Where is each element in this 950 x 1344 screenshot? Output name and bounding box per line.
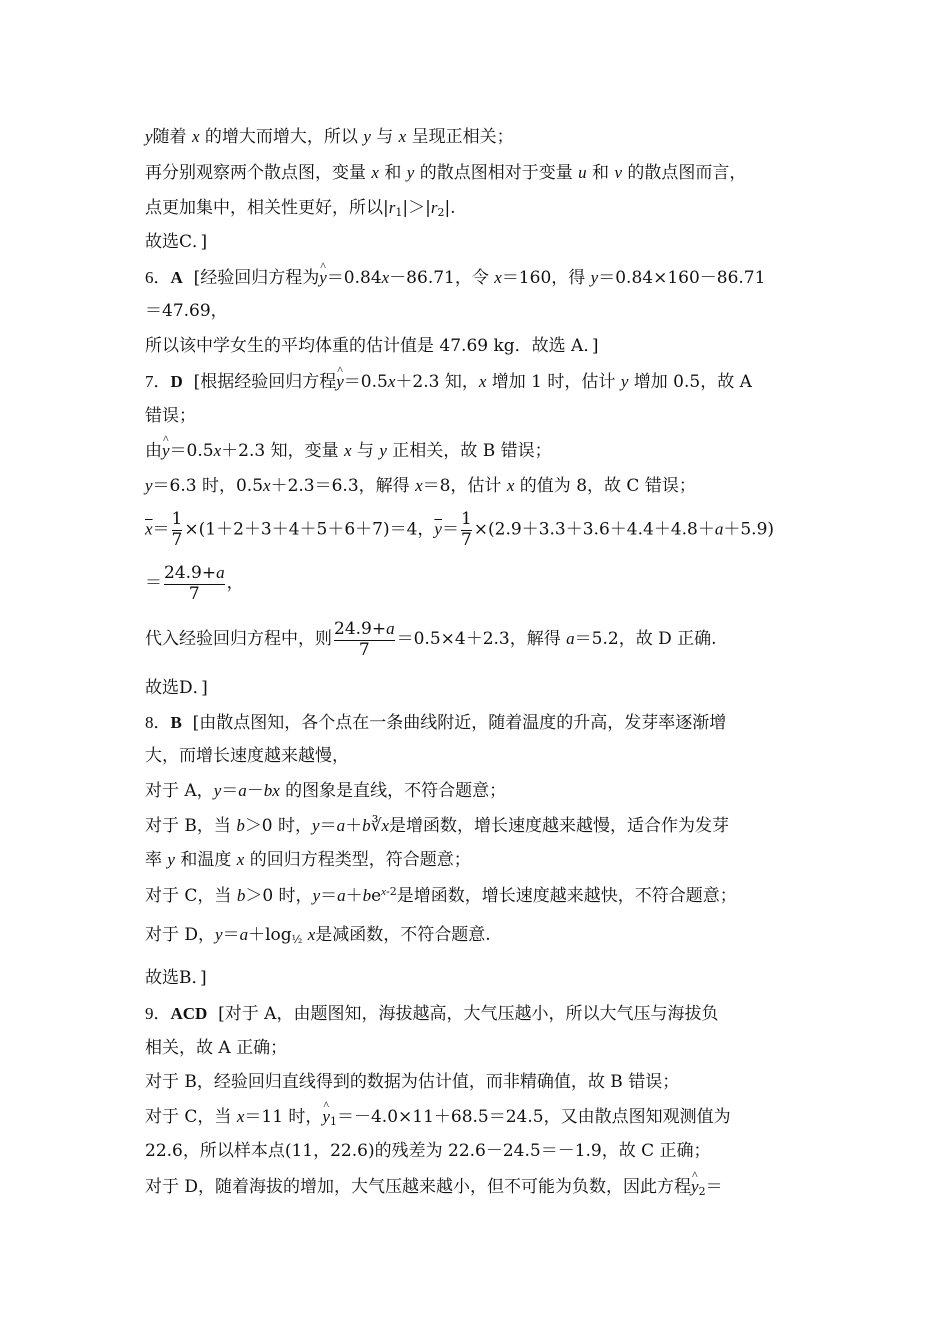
- answer-6-line-2: ＝47.69，: [145, 301, 228, 321]
- answer-6-line-1: 6．A [经验回归方程为^ y＝0.84x－86.71，令 x＝160，得 y＝0.84×160－86.71: [145, 269, 765, 287]
- answer-8-option-a: 对于 A，y＝a－bx 的图象是直线，不符合题意；: [145, 781, 507, 801]
- answer-8-option-c: 对于 C，当 b＞0 时，$y=a+be^{x-2}$是增函数，增长速度越来越快，不符合题意；: [145, 885, 737, 906]
- answer-9-option-d: 对于 D，随着海拔的增加，大气压越来越小，但不可能为负数，因此方程^ $y_2=$: [145, 1178, 723, 1197]
- answer-9-line-1: 9．ACD [对于 A，由题图知，海拔越高，大气压越小，所以大气压与海拔负: [145, 1004, 719, 1024]
- answer-7-line-2: 错误；: [145, 406, 196, 426]
- answer-9-line-2: 相关，故 A 正确；: [145, 1038, 288, 1058]
- answer-7-line-4: y＝6.3 时，0.5x＋2.3＝6.3，解得 x＝8，估计 x 的值为 8，故 C 错误；: [145, 476, 696, 496]
- answer-7-substitute-line: 代入经验回归方程中，则 $\frac{24.9+a}{7}$ ＝0.5×4＋2.3，解得 a＝5.2，故 D 正确.: [145, 619, 717, 660]
- answer-9-option-c-line-2: 22.6，所以样本点(11，22.6)的残差为 22.6－24.5＝－1.9，故 C 正确；: [145, 1141, 711, 1161]
- answer-7-mean-line: $\overline{x}=$ $\frac{1}{7}$ ×(1＋2＋3＋4＋5＋6＋7)＝4，$\overline{y}=$ $\frac{1}{7}$ ×(2.9＋3.3＋3.6＋4.4＋4.8＋a＋5.9): [145, 509, 775, 550]
- text-line-3: 点更加集中，相关性更好，所以$|r_1|>|r_2|$.: [145, 198, 456, 219]
- answer-8-option-d: 对于 D，$y=a+\log_{\frac{1}{2}}$ x是减函数，不符合题意.: [145, 925, 491, 946]
- answer-8-line-2: 大，而增长速度越来越慢，: [145, 746, 349, 766]
- answer-7-line-3: 由^ y＝0.5x＋2.3 知，变量 x 与 y 正相关，故 B 错误；: [145, 442, 552, 460]
- answer-7-conclusion: 故选D．]: [145, 678, 208, 698]
- answer-7-line-1: 7．D [根据经验回归方程^ y＝0.5x＋2.3 知，x 增加 1 时，估计 y 增加 0.5，故 A: [145, 373, 752, 391]
- answer-9-option-c-line-1: 对于 C，当 x＝11 时，^ $y_1=-4.0\times 11+68.5=24.5$，又由散点图知观测值为: [145, 1108, 731, 1127]
- answer-8-option-b-line-2: 率 y 和温度 x 的回归方程类型，符合题意；: [145, 850, 471, 870]
- answer-8-option-b-line-1: 对于 B，当 b＞0 时，y＝a＋b∛x是增函数，增长速度越来越慢，适合作为发芽: [145, 816, 729, 836]
- text-line-4: 故选C．]: [145, 232, 208, 252]
- answer-6-line-3: 所以该中学女生的平均体重的估计值是 47.69 kg．故选 A．]: [145, 336, 599, 356]
- answer-7-fraction-line: ＝ $\frac{24.9+a}{7}$ ，: [145, 563, 244, 604]
- answer-9-option-b: 对于 B，经验回归直线得到的数据为估计值，而非精确值，故 B 错误；: [145, 1072, 680, 1092]
- text-line-1: y随着 x 的增大而增大，所以 y 与 x 呈现正相关；: [145, 127, 514, 147]
- answer-8-conclusion: 故选B．]: [145, 968, 207, 988]
- text-line-2: 再分别观察两个散点图，变量 x 和 y 的散点图相对于变量 u 和 v 的散点图而言，: [145, 163, 747, 183]
- answer-8-line-1: 8．B [由散点图知，各个点在一条曲线附近，随着温度的升高，发芽率逐渐增: [145, 713, 727, 733]
